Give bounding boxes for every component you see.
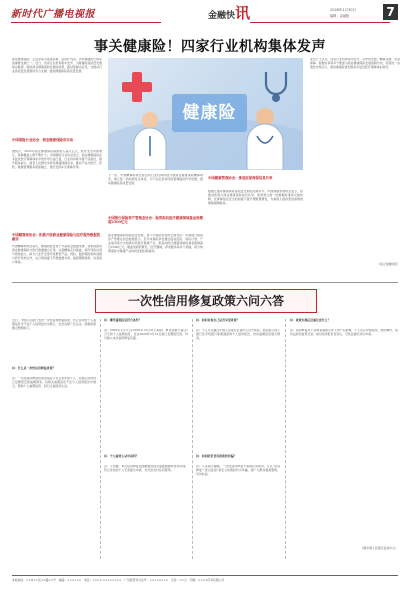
article1-body-6: 业内人士认为，四家行业机构集中发声，从市场发展、精算支撑、资金保障、数据共享等多个维度为商业健康保险发展指明方向，有望进一步激发市场活力，推动健康险更好服务多层次医疗保障体系建设。: [310, 58, 400, 69]
article2-intro: 近日，中国人民银行发布一次性信用修复政策，符合条件的个人逾期信息可不在个人信用报告中展示，社会各界广泛关注。现就政策要点整理如下。: [12, 319, 96, 330]
section-logo: [208, 6, 250, 21]
article1-body-5: 数据互通是健康保险高质量发展的关键环节。中国健康管理协会表示，将推动医保与商业健康保险信息共享，探索建立统一的数据标准和交换机制，在保障信息安全的前提下提升理赔便捷性，为参保人提供更加高效的健康保障服务。: [208, 190, 303, 205]
hero-medical-cross-icon: [120, 70, 154, 104]
hero-image: [108, 58, 303, 170]
footer-info: 本报地址：××市××区××路××号 邮编：×××××× 电话：××××-×××××××× 广告经营许可证号：×××××××× 定价：××元 印刷：××××印务有限公司: [12, 578, 225, 582]
page-number: 7: [383, 4, 398, 20]
article2-q5: 问：如何防范冒用政策的诈骗？: [196, 454, 237, 458]
headline: 事关健康险！四家行业机构集体发声: [94, 39, 326, 55]
article2-title: 一次性信用修复政策六问六答: [127, 294, 284, 308]
section-divider: [12, 282, 398, 283]
issue-date: 2026年1月30日: [330, 8, 357, 12]
article2-a6: 答：信用修复并不意味着逾期记录不再产生影响，个人仍应珍惜信用，按时履约，保持良好的信用记录。如对信用报告有异议，可依法提出异议申请。: [290, 329, 398, 336]
section-big-label: 讯: [235, 4, 251, 22]
hero-stethoscope-icon: [258, 68, 294, 104]
masthead: [0, 0, 410, 32]
article-health-insurance: [0, 58, 410, 280]
article1-body-1: 据统计，2025年商业健康保险保费收入超万亿元，赔付支出持续增长，保障覆盖人群不断扩大。中国保险行业协会表示，商业健康保险在多层次医疗保障体系中的作用日益凸显，行业将持续丰富产品供给，提升服务能力，满足人民群众多样化健康保障需求，推动产品与医疗、医药、健康管理服务深度融合，更好发挥补充保障作用。: [12, 150, 102, 169]
article1-intro: 商业健康保险，正逐步成为促进消费、投资扩内需、养老健康医疗体系的重要支撑之一。近日，四家行业机构集中发声，为健康险高质量发展建言献策，围绕商业健康保险发展的政策、路径等提出意见，为推动行业高质量发展提供有力支撑，推进健康保险高质量发展。: [12, 58, 102, 73]
hero-overlay-text: 健康险: [172, 94, 247, 132]
article1-body-4: 商业健康保险的高质量发展，离不开保险资金的长期支持。中国银行保险资产管理业协会数据显示，近年来保险资金通过股权投资、债权计划、产业基金等方式积极布局医疗健康产业，拟投向医疗健康领域的基金规模超过2500亿元，覆盖创新药研发、医疗器械、养老服务等多个领域，助力构建保险与健康产业协同发展的新格局。: [108, 234, 203, 253]
article2-q3: 问：个人需要主动申请吗？: [104, 454, 139, 458]
article1-subhead-3: 中国银行保险资产管理业协会：险资拟向医疗健康领域基金规模超2500亿元: [108, 216, 203, 225]
article2-q1: 问：什么是一次性信用修复政策？: [12, 366, 56, 370]
hero-doctor-right-icon: [243, 106, 287, 170]
masthead-rule-right: [250, 22, 390, 23]
article2-a4: 答：个人可以通过中国人民银行征信中心官方网站、商业银行网上银行及手机银行等渠道查询个人信用报告，核实逾期信息展示情况。: [196, 329, 280, 340]
article2-a3: 答：不需要。本次信用修复由金融信用信息基础数据库自动处理，符合条件的个人无需提交申请，也无需支付任何费用。: [104, 465, 188, 472]
editor-line: 编辑：金融版: [330, 14, 350, 18]
article2-source: （据中国人民银行征信中心）: [360, 546, 398, 550]
column-rule-2: [192, 319, 193, 559]
article1-subhead-4: 中国健康管理协会：推进医保商保信息共享: [208, 176, 273, 180]
article1-body-3: 下一步，中国精算师协会将会同行业机构持续开展商业健康保险精算研究，建立统一的疾病发生率表，为产品定价和风险管理提供科学依据，推动健康险高质量发展。: [108, 174, 203, 185]
article2-q6: 问：政策实施后还需注意什么？: [290, 318, 331, 322]
paper-name: 新时代广播电视报: [11, 9, 95, 20]
article1-subhead-2: 中国精算师协会：积极开展商业健康保险与医疗服务数据的融合: [12, 233, 101, 242]
column-rule-1: [100, 319, 101, 559]
column-rule-3: [285, 319, 286, 559]
hero-doctor-left-icon: [130, 110, 170, 170]
article2-a1: 答：一次性信用修复政策是指对于符合条件的个人，在规定时间内已足额偿还的逾期债务，其相关逾期信息不在个人信用报告中展示，帮助个人重塑信用，回归正常经济生活。: [12, 377, 96, 388]
article2-q2: 问：哪些逾期信息符合条件？: [104, 318, 142, 322]
article2-q4: 问：如何查询自己是否享受政策？: [196, 318, 240, 322]
article2-a5: 答：人民银行提醒，一次性信用修复不收取任何费用，凡以“征信修复”“洗白征信”等名义收费的均为诈骗，请广大群众提高警惕，切勿轻信。: [196, 465, 280, 476]
masthead-rule-left: [11, 22, 161, 23]
article1-source: （综合金融时报）: [376, 262, 400, 266]
article2-a2: 答：2020年1月1日至2025年12月31日期间，单笔金额不超过1万元的个人逾期信息，且在2026年3月31日前已足额偿还的，均可纳入本次信用修复范围。: [104, 329, 188, 340]
article1-body-2: 中国精算师协会指出，健康险经营离不开高质量数据支撑，将积极推动商业健康保险与医疗数据融合应用，完善精算定价基础，提升风险识别与管控能力，助力行业开发更多普惠型产品。同时，鼓励保险机构加强与医疗机构合作，在合规前提下开展数据共享，提高理赔效率，改善客户体验。: [12, 245, 102, 264]
section-small-label: 金融快: [208, 11, 236, 21]
article1-subhead-1: 中国保险行业协会：商业健康保险有市场: [12, 138, 74, 142]
footer-rule: [12, 575, 398, 576]
article2-title-box: [95, 289, 317, 313]
article-credit-repair: [0, 285, 410, 570]
